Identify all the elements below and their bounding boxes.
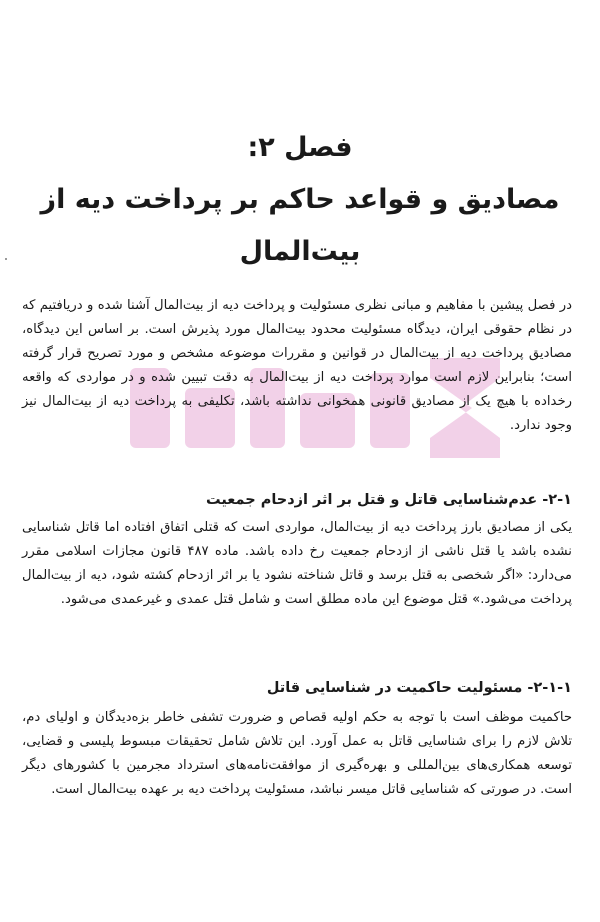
section-paragraph-2-1: یکی از مصادیق بارز پرداخت دیه از بیت‌المال، مواردی است که قتلی اتفاق افتاده اما قاتل شناسایی نشده باشد یا قتل ناشی از ازدحام جمعیت رخ داده باشد. ماده ۴۸۷ قانون مجازات اسلامی مقرر می‌دارد: «اگر شخصی به قتل برسد و قاتل شناخته نشود یا بر اثر ازدحام کشته شود، دیه از بیت‌المال پرداخت می‌شود.» قتل موضوع این ماده مطلق است و شامل قتل عمدی و غیرعمدی می‌شود. — [22, 520, 572, 607]
chapter-label: فصل ۲: — [247, 132, 353, 163]
chapter-heading — [40, 128, 560, 278]
chapter-title: مصادیق و قواعد حاکم بر پرداخت دیه از بیت‌المال — [40, 184, 560, 267]
section-paragraph-2-1-1: حاکمیت موظف است با توجه به حکم اولیه قصاص و ضرورت تشفی خاطر بزه‌دیدگان و اولیای دم، تلاش لازم را برای شناسایی قاتل به عمل آورد. این تلاش شامل تحقیقات مبسوط پلیسی و قضایی، توسعه همکاری‌های بین‌المللی و بهره‌گیری از موافقت‌نامه‌های استرداد مجرمین با کشورهای دیگر است. در صورتی که شناسایی قاتل میسر نباشد، مسئولیت پرداخت دیه بر عهده بیت‌المال است. — [22, 710, 572, 797]
section-heading-2-1: ۲-۱- عدم‌شناسایی قاتل و قتل بر اثر ازدحام جمعیت — [206, 492, 572, 508]
intro-paragraph: در فصل پیشین با مفاهیم و مبانی نظری مسئولیت و پرداخت دیه از بیت‌المال آشنا شده و دریافتیم که در نظام حقوقی ایران، دیدگاه مسئولیت محدود بیت‌المال مورد پذیرش است. بر اساس این دیدگاه، مصادیق پرداخت دیه از بیت‌المال در قوانین و مقررات موضوعه مشخص و مورد تصریح قرار گرفته است؛ بنابراین لازم است موارد پرداخت دیه از بیت‌المال به دقت تبیین شده و در مواردی که واقعه رخداده با هیچ یک از مصادیق قانونی همخوانی نداشته باشد، تکلیفی به پرداخت دیه از بیت‌المال نیز وجود ندارد. — [22, 298, 572, 433]
margin-mark — [5, 258, 7, 260]
section-heading-2-1-1: ۲-۱-۱- مسئولیت حاکمیت در شناسایی قاتل — [266, 680, 572, 696]
